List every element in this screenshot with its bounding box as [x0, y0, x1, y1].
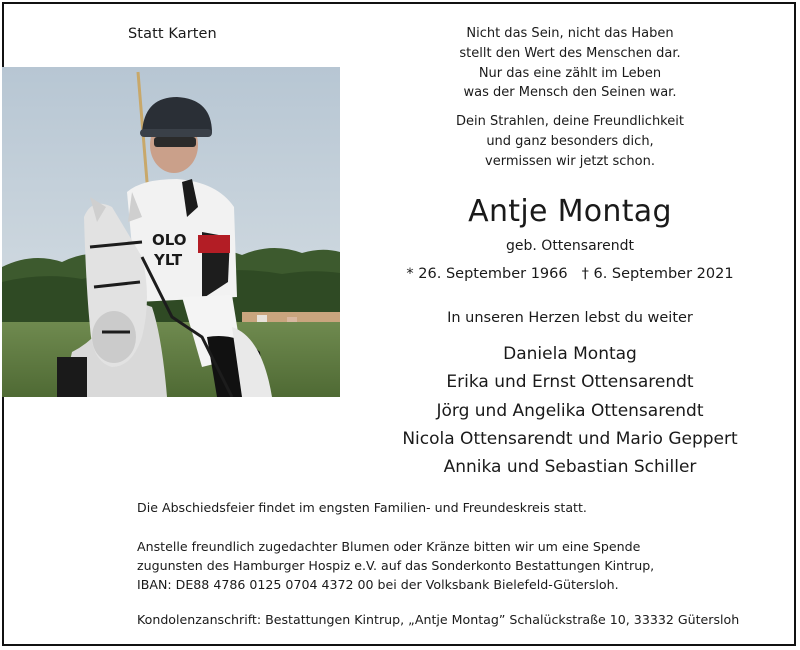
poem-line: Nicht das Sein, nicht das Haben — [466, 26, 674, 41]
mourner-name: Nicola Ottensarendt und Mario Geppert — [402, 428, 738, 449]
shirt-lettering: OLO — [152, 231, 187, 249]
death-date: † 6. September 2021 — [581, 266, 734, 282]
donation-line: zugunsten des Hamburger Hospiz e.V. auf das Sonderkonto Bestattungen Kintrup, — [137, 558, 655, 573]
poem-line: und ganz besonders dich, — [486, 133, 654, 149]
condolence-address: Kondolenzanschrift: Bestattungen Kintrup, „Antje Montag” Schalückstraße 10, 33332 Gütersloh — [137, 612, 740, 627]
svg-text:YLT: YLT — [154, 251, 183, 269]
donation-line: Anstelle freundlich zugedachter Blumen oder Kränze bitten wir um eine Spende — [137, 539, 641, 554]
deceased-name: Antje Montag — [468, 194, 672, 229]
portrait-photo — [2, 67, 340, 397]
mourner-name: Annika und Sebastian Schiller — [443, 457, 697, 478]
donation-notice — [137, 537, 777, 594]
birth-date: * 26. September 1966 — [406, 266, 568, 282]
poem-line: stellt den Wert des Menschen dar. — [459, 45, 681, 61]
maiden-name: geb. Ottensarendt — [506, 238, 634, 254]
motto-line: In unseren Herzen lebst du weiter — [447, 310, 693, 326]
poem-line: Nur das eine zählt im Leben — [478, 65, 662, 81]
poem-line: Dein Strahlen, deine Freundlichkeit — [456, 114, 684, 129]
mourners-list — [350, 340, 790, 481]
poem-stanza-1 — [350, 24, 790, 103]
life-dates — [350, 263, 790, 285]
poem-stanza-2 — [350, 112, 790, 171]
statt-karten-label: Statt Karten — [128, 26, 217, 42]
iban-line: IBAN: DE88 4786 0125 0704 4372 00 bei der Volksbank Bielefeld-Gütersloh. — [137, 577, 619, 592]
poem-line: vermissen wir jetzt schon. — [485, 153, 655, 169]
mourner-name: Jörg und Angelika Ottensarendt — [436, 400, 704, 421]
mourner-name: Erika und Ernst Ottensarendt — [446, 372, 694, 393]
mourner-name: Daniela Montag — [503, 344, 637, 364]
poem-line: was der Mensch den Seinen war. — [463, 85, 677, 101]
farewell-notice: Die Abschiedsfeier findet im engsten Familien- und Freundeskreis statt. — [137, 500, 587, 515]
